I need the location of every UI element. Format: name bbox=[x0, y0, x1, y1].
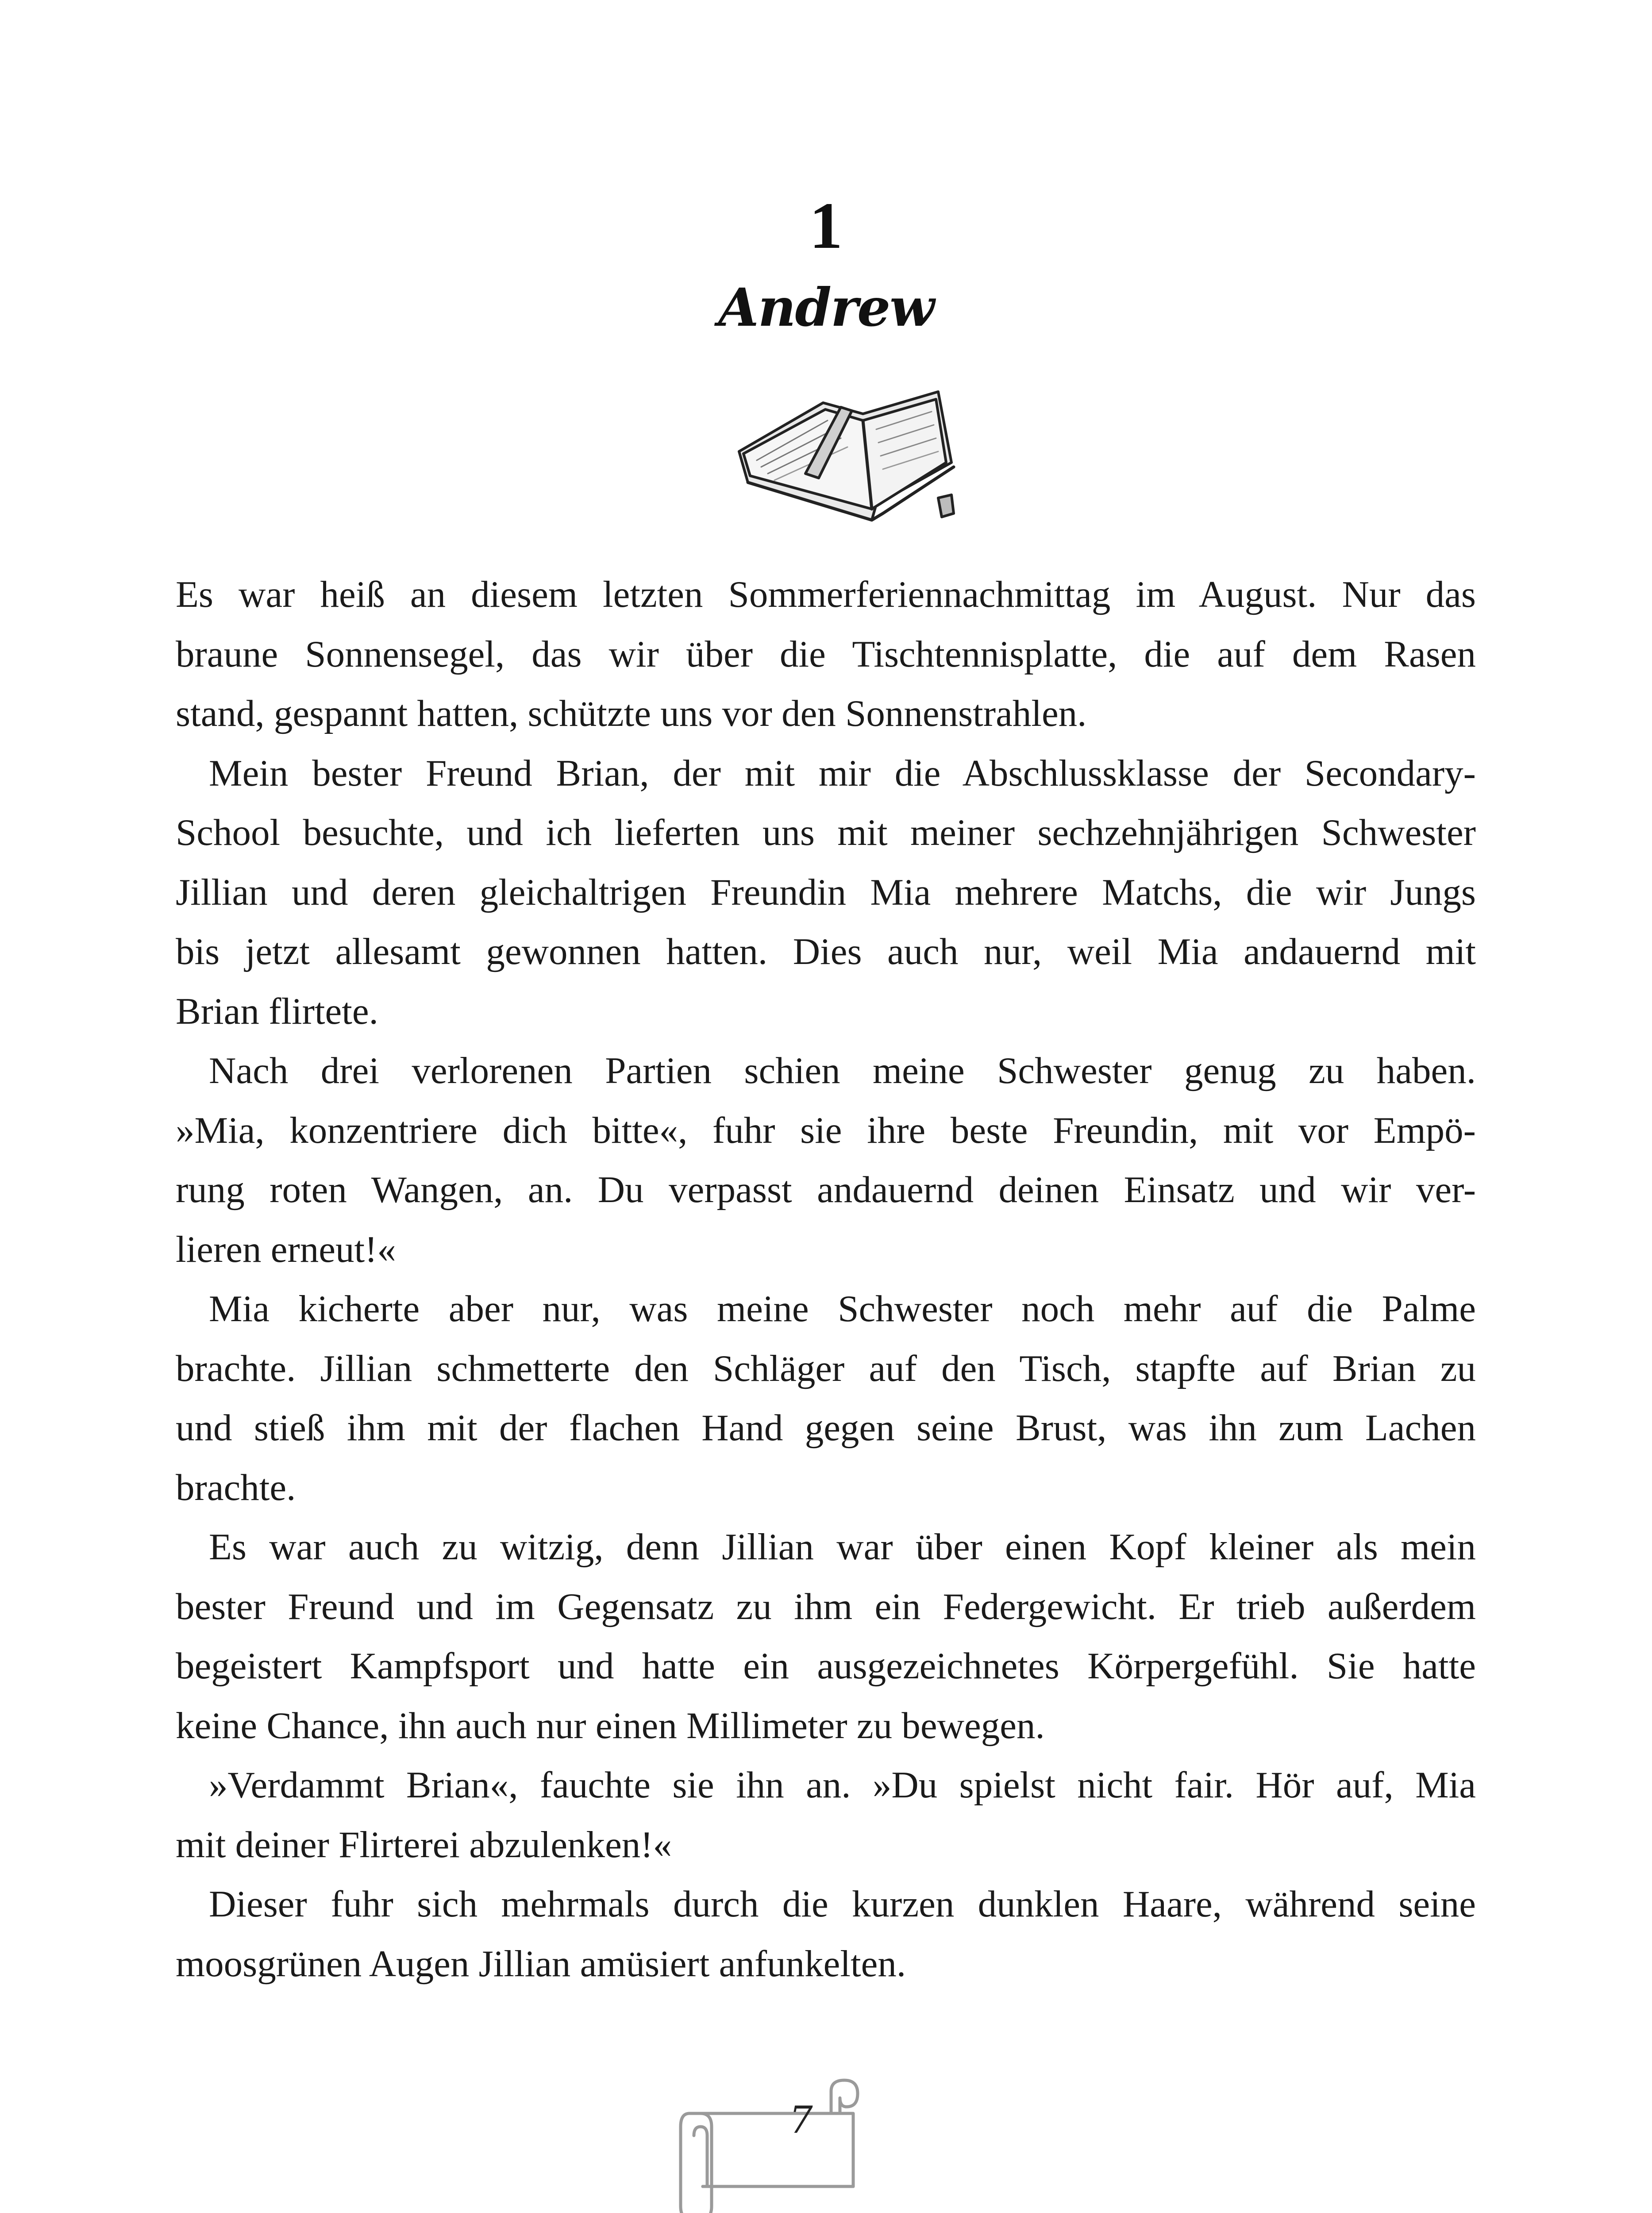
text-line: begeistert Kampfsport und hatte ein ausgezeichnetes Körpergefühl. Sie hatte bbox=[176, 1645, 1476, 1687]
text-line: School besuchte, und ich lieferten uns mit meiner sechzehnjährigen Schwester bbox=[176, 812, 1476, 853]
text-line: brachte. Jillian schmetterte den Schläger auf den Tisch, stapfte auf Brian zu bbox=[176, 1347, 1476, 1389]
text-line: »Verdammt Brian«, fauchte sie ihn an. »Du spielst nicht fair. Hör auf, Mia bbox=[209, 1764, 1476, 1806]
paragraph bbox=[176, 565, 1476, 744]
chapter-number: 1 bbox=[809, 189, 843, 262]
text-line: mit deiner Flirterei abzulenken!« bbox=[176, 1824, 672, 1866]
text-line: stand, gespannt hatten, schützte uns vor den Sonnenstrahlen. bbox=[176, 693, 1087, 734]
text-line: »Mia, konzentriere dich bitte«, fuhr sie ihre beste Freundin, mit vor Empö- bbox=[176, 1109, 1476, 1151]
open-book-icon bbox=[730, 372, 960, 544]
text-line: Jillian und deren gleichaltrigen Freundin Mia mehrere Matchs, die wir Jungs bbox=[176, 871, 1476, 913]
text-line: Brian flirtete. bbox=[176, 990, 378, 1032]
text-line: brachte. bbox=[176, 1466, 296, 1508]
paragraph bbox=[176, 1041, 1476, 1279]
text-line: bester Freund und im Gegensatz zu ihm ein Federgewicht. Er trieb außerdem bbox=[176, 1585, 1476, 1627]
paragraph bbox=[176, 1517, 1476, 1755]
paragraph bbox=[176, 1755, 1476, 1874]
text-line: und stieß ihm mit der flachen Hand gegen seine Brust, was ihn zum Lachen bbox=[176, 1407, 1476, 1449]
text-line: braune Sonnensegel, das wir über die Tischtennisplatte, die auf dem Rasen bbox=[176, 633, 1476, 675]
text-line: Mein bester Freund Brian, der mit mir die Abschlussklasse der Secondary- bbox=[209, 752, 1476, 794]
paragraph bbox=[176, 1279, 1476, 1517]
text-line: bis jetzt allesamt gewonnen hatten. Dies auch nur, weil Mia andauernd mit bbox=[176, 931, 1476, 972]
text-line: moosgrünen Augen Jillian amüsiert anfunkelten. bbox=[176, 1943, 906, 1985]
text-line: rung roten Wangen, an. Du verpasst andauernd deinen Einsatz und wir ver- bbox=[176, 1169, 1476, 1211]
chapter-title: Andrew bbox=[718, 277, 934, 338]
text-line: Es war auch zu witzig, denn Jillian war über einen Kopf kleiner als mein bbox=[209, 1526, 1476, 1568]
chapter-body-text bbox=[176, 565, 1476, 1993]
text-line: Es war heiß an diesem letzten Sommerferiennachmittag im August. Nur das bbox=[176, 574, 1476, 615]
paragraph bbox=[176, 744, 1476, 1041]
page-number: 7 bbox=[789, 2098, 813, 2142]
text-line: Mia kicherte aber nur, was meine Schwester noch mehr auf die Palme bbox=[209, 1288, 1476, 1330]
text-line: Dieser fuhr sich mehrmals durch die kurzen dunklen Haare, während seine bbox=[209, 1883, 1476, 1925]
paragraph bbox=[176, 1874, 1476, 1993]
text-line: lieren erneut!« bbox=[176, 1228, 396, 1270]
text-line: Nach drei verlorenen Partien schien meine Schwester genug zu haben. bbox=[209, 1050, 1476, 1091]
text-line: keine Chance, ihn auch nur einen Millimeter zu bewegen. bbox=[176, 1704, 1045, 1746]
